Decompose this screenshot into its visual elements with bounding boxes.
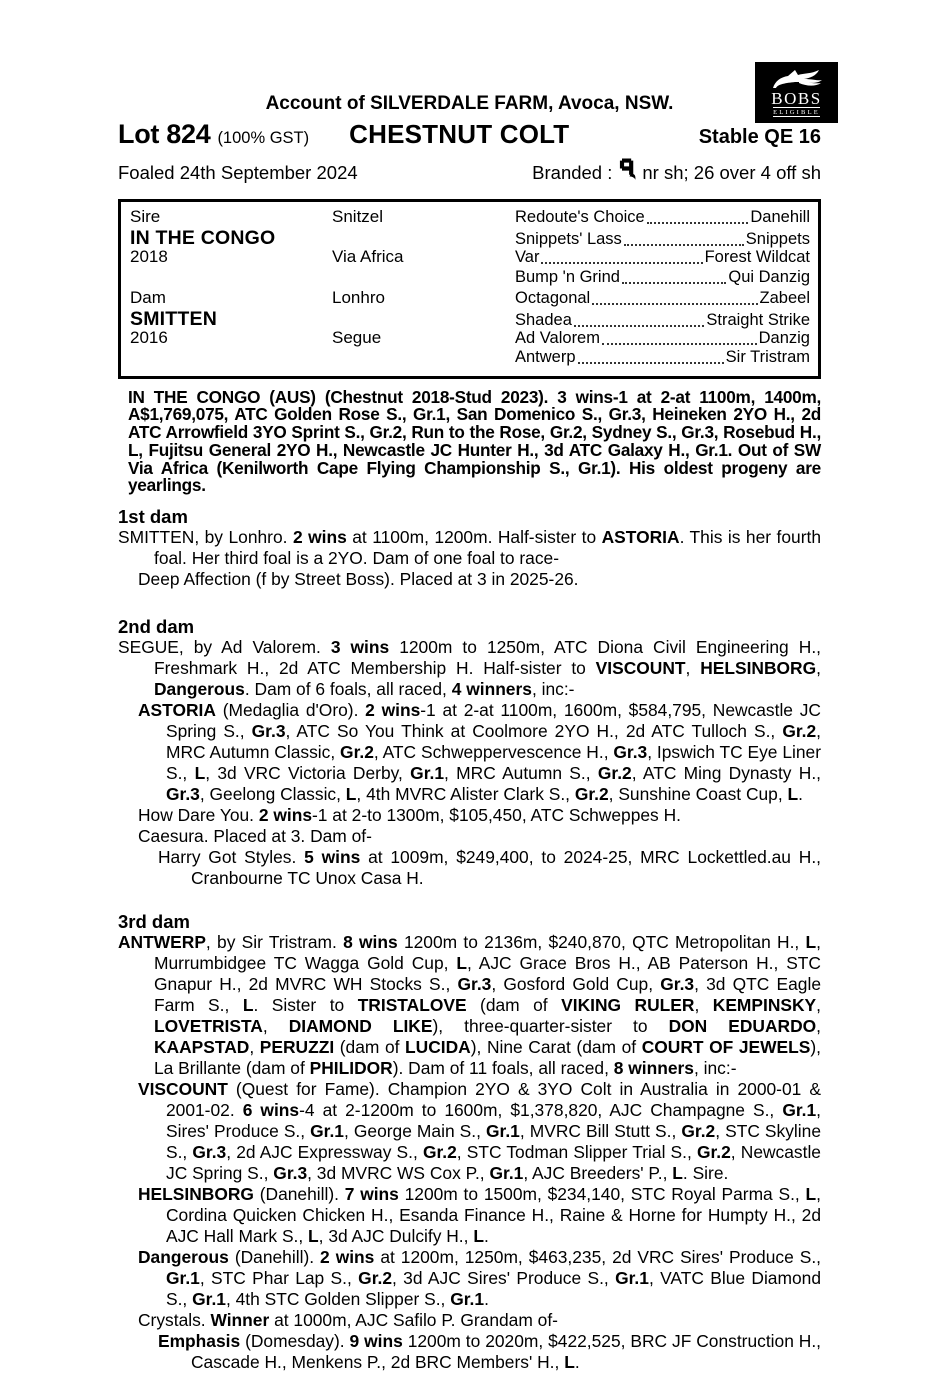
gen3-name: Bump 'n Grind: [515, 267, 620, 286]
dam-granddam-name: Segue: [332, 328, 382, 348]
first-dam-section: [118, 506, 821, 590]
progeny-entry: HELSINBORG (Danehill). 7 wins 1200m to 1500m, $234,140, STC Royal Parma S., L, Cordina Quicken Chicken H., Esanda Finance H., Raine & Horne for Humpty H., 2d AJC Hall Mark S., L, 3d AJC Dulcify H., L.: [138, 1184, 821, 1247]
gen4-name: Straight Strike: [706, 310, 810, 329]
gst-note: (100% GST): [217, 129, 310, 147]
progeny-entry: Dangerous (Danehill). 2 wins at 1200m, 1250m, $463,235, 2d VRC Sires' Produce S., Gr.1, STC Phar Lap S., Gr.2, 3d AJC Sires' Produce S., Gr.1, VATC Blue Diamond S., Gr.1, 4th STC Golden Slipper S., Gr.1.: [138, 1247, 821, 1310]
stable-number: Stable QE 16: [698, 126, 821, 148]
progeny-entry: Emphasis (Domesday). 9 wins 1200m to 2020m, $422,525, BRC JF Construction H., Cascade H., Menkens P., 2d BRC Members' H., L.: [158, 1331, 822, 1373]
foaling-brand-line: [118, 159, 821, 187]
progeny-entry: ASTORIA (Medaglia d'Oro). 2 wins-1 at 2-at 1100m, 1600m, $584,795, Newcastle JC Spring S., Gr.3, ATC So You Think at Coolmore 2YO H., 2d ATC Tulloch S., Gr.2, MRC Autumn Classic, Gr.2, ATC Schweppervescence H., Gr.3, Ipswich TC Eye Liner S., L, 3d VRC Victoria Derby, Gr.1, MRC Autumn S., Gr.2, ATC Ming Dynasty H., Gr.3, Geelong Classic, L, 4th MVRC Alister Clark S., Gr.2, Sunshine Coast Cup, L.: [138, 700, 821, 805]
third-dam-heading: 3rd dam: [118, 911, 190, 933]
sire-year: 2018: [130, 247, 168, 267]
pedigree-table: [118, 199, 821, 379]
damsire-name: Lonhro: [332, 287, 385, 307]
progeny-entry: VISCOUNT (Quest for Fame). Champion 2YO & 3YO Colt in Australia in 2000-01 & 2001-02. 6 wins-4 at 2-1200m to 1600m, $1,378,820, AJC Champagne S., Gr.1, Sires' Produce S., Gr.1, George Main S., Gr.1, MVRC Bill Stutt S., Gr.2, STC Skyline S., Gr.3, 2d AJC Expressway S., Gr.2, STC Todman Slipper Trial S., Gr.2, Newcastle JC Spring S., Gr.3, 3d MVRC WS Cox P., Gr.1, AJC Breeders' P., L. Sire.: [138, 1079, 821, 1184]
bobs-logo-text: BOBS: [771, 89, 822, 108]
dam-year: 2016: [130, 328, 168, 348]
pedigree-row: [130, 207, 810, 227]
gen3-name: Antwerp: [515, 348, 576, 367]
dot-leader: [574, 325, 704, 327]
gen4-name: Danzig: [758, 329, 810, 348]
bobs-logo-subtitle: ELIGIBLE: [773, 108, 820, 116]
dot-leader: [647, 222, 749, 224]
foaled-date: Foaled 24th September 2024: [118, 162, 358, 183]
pedigree-row: [130, 268, 810, 288]
gen4-name: Sir Tristram: [725, 348, 810, 367]
dot-leader: [624, 244, 744, 246]
progeny-entry: Harry Got Styles. 5 wins at 1009m, $249,400, to 2024-25, MRC Lockettled.au H., Cranbourne TC Unox Casa H.: [158, 847, 821, 889]
pedigree-row: [130, 247, 810, 267]
horse-description-title: CHESTNUT COLT: [349, 119, 570, 149]
sire-race-record: IN THE CONGO (AUS) (Chestnut 2018-Stud 2023). 3 wins-1 at 2-at 1100m, 1400m, A$1,769,075, ATC Golden Rose S., Gr.1, San Domenico S., Gr.3, Heineken 2YO H., 2d ATC Arrowfield 3YO Sprint S., Gr.2, Run to the Rose, Gr.2, Sydney S., Gr.3, Rosebud H., L, Fujitsu General 2YO H., Newcastle JC Hunter H., 3d ATC Galaxy H., Gr.1. Out of SW Via Africa (Kenilworth Cape Flying Championship S., Gr.1). His oldest progeny are yearlings.: [128, 386, 821, 496]
gen3-name: Var: [515, 248, 540, 267]
gen4-name: Qui Danzig: [728, 267, 810, 286]
gen3-name: Shadea: [515, 310, 572, 329]
grandsire-name: Snitzel: [332, 207, 384, 226]
gen3-name: Ad Valorem: [515, 329, 600, 348]
sire-label: Sire: [130, 207, 161, 226]
second-dam-heading: 2nd dam: [118, 616, 195, 638]
progeny-entry: How Dare You. 2 wins-1 at 2-to 1300m, $105,450, ATC Schweppes H.: [138, 805, 681, 826]
gen4-name: Snippets: [745, 230, 810, 249]
branded-label: Branded :: [532, 162, 613, 183]
pedigree-row: [130, 227, 810, 250]
pedigree-row: [130, 348, 810, 368]
dot-leader: [592, 303, 757, 305]
second-dam-section: [118, 616, 821, 889]
bobs-eligible-logo: [755, 62, 838, 123]
progeny-entry: Crystals. Winner at 1000m, AJC Safilo P. Grandam of-: [138, 1310, 558, 1331]
gen3-name: Redoute's Choice: [515, 208, 645, 226]
brand-mark-icon: [617, 157, 637, 185]
lot-number: Lot 824: [118, 119, 211, 149]
gen3-name: Octagonal: [515, 288, 591, 307]
gen4-name: Danehill: [750, 208, 810, 226]
dot-leader: [622, 282, 726, 284]
gen4-name: Zabeel: [759, 288, 810, 307]
gen3-name: Snippets' Lass: [515, 230, 622, 249]
catalogue-page: [118, 0, 821, 1400]
sire-name: IN THE CONGO: [130, 227, 276, 250]
dot-leader: [541, 262, 702, 264]
pedigree-row: [130, 288, 810, 308]
dam-name: SMITTEN: [130, 307, 217, 330]
pedigree-row: [130, 308, 810, 328]
brand-details: [532, 159, 821, 187]
dot-leader: [602, 343, 757, 345]
dam-record: SMITTEN, by Lonhro. 2 wins at 1100m, 1200m. Half-sister to ASTORIA. This is her fourth foal. Her third foal is a 2YO. Dam of one foal to race-: [118, 527, 822, 569]
brand-placement: nr sh; 26 over 4 off sh: [642, 162, 821, 183]
progeny-entry: Deep Affection (f by Street Boss). Placed at 3 in 2025-26.: [138, 569, 579, 590]
third-dam-section: [118, 911, 821, 1373]
dam-record: SEGUE, by Ad Valorem. 3 wins 1200m to 1250m, ATC Diona Civil Engineering H., Freshmark H., 2d ATC Membership H. Half-sister to VISCOUNT, HELSINBORG, Dangerous. Dam of 6 foals, all raced, 4 winners, inc:-: [118, 637, 821, 700]
vendor-account-line: Account of SILVERDALE FARM, Avoca, NSW.: [265, 93, 674, 114]
pedigree-row: [130, 328, 810, 348]
progeny-entry: Caesura. Placed at 3. Dam of-: [138, 826, 372, 847]
dam-record: ANTWERP, by Sir Tristram. 8 wins 1200m to 2136m, $240,870, QTC Metropolitan H., L, Murrumbidgee TC Wagga Gold Cup, L, AJC Grace Bros H., AB Paterson H., STC Gnapur H., 2d MVRC WH Stocks S., Gr.3, Gosford Gold Cup, Gr.3, 3d QTC Eagle Farm S., L. Sister to TRISTALOVE (dam of VIKING RULER, KEMPINSKY, LOVETRISTA, DIAMOND LIKE), three-quarter-sister to DON EDUARDO, KAAPSTAD, PERUZZI (dam of LUCIDA), Nine Carat (dam of COURT OF JEWELS), La Brillante (dam of PHILIDOR). Dam of 11 foals, all raced, 8 winners, inc:-: [118, 932, 822, 1079]
gen4-name: Forest Wildcat: [704, 248, 810, 267]
horse-head-icon: [769, 68, 825, 90]
lot-header: [118, 119, 821, 150]
first-dam-heading: 1st dam: [118, 506, 188, 528]
dot-leader: [578, 362, 724, 364]
dam-label: Dam: [130, 287, 166, 307]
granddam-name: Via Africa: [332, 247, 404, 267]
